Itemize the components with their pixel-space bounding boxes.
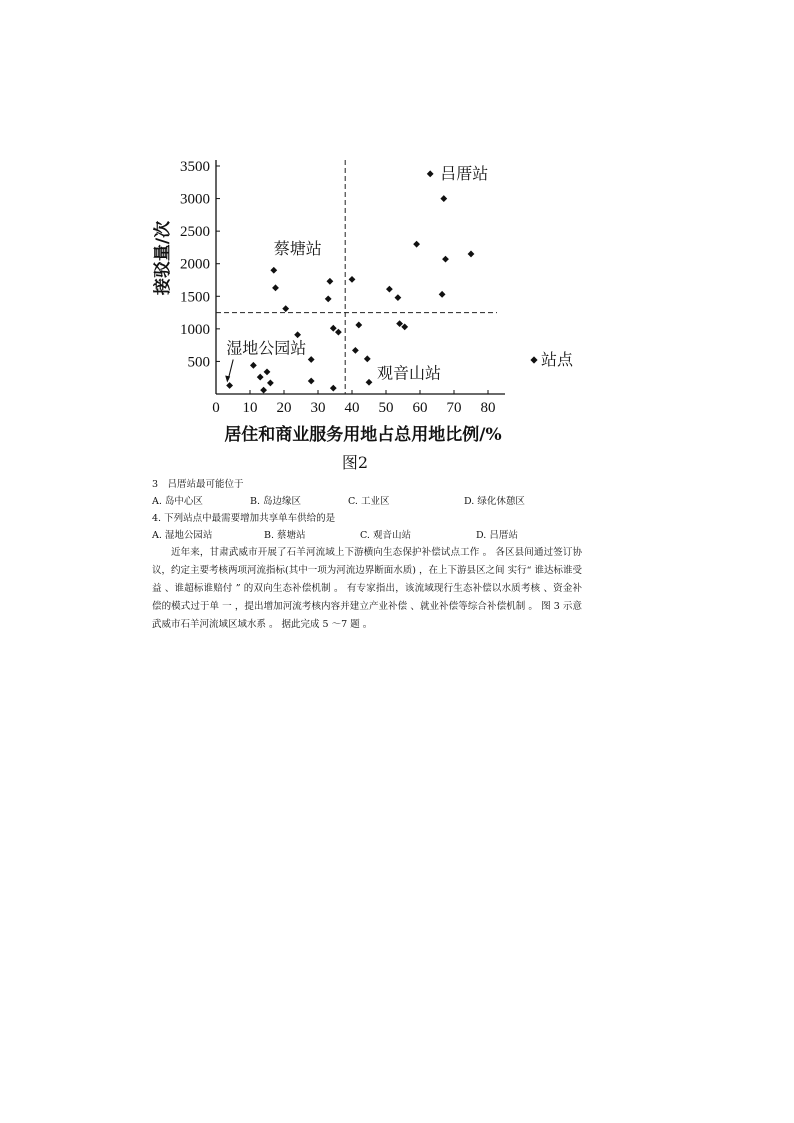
data-point <box>264 368 271 375</box>
data-point <box>468 251 475 258</box>
data-point <box>396 320 403 327</box>
x-axis-title: 居住和商业服务用地占总用地比例/% <box>224 425 502 445</box>
question-3-options <box>152 493 582 510</box>
data-point <box>226 382 233 389</box>
legend-symbol <box>530 356 537 363</box>
q4-option-d[interactable]: D. 吕厝站 <box>476 530 518 541</box>
data-point <box>282 305 289 312</box>
y-tick-label: 1500 <box>180 289 210 306</box>
x-tick-label: 0 <box>212 400 220 416</box>
x-tick-label: 80 <box>480 400 496 416</box>
data-point <box>413 241 420 248</box>
question-block <box>152 476 582 634</box>
data-point <box>330 385 337 392</box>
data-point <box>401 324 408 331</box>
y-axis-title: 接驳量/次 <box>153 220 173 296</box>
data-point <box>325 295 332 302</box>
data-point <box>308 378 315 385</box>
annotation-arrow-head <box>225 376 230 383</box>
data-point <box>364 355 371 362</box>
q3-option-d[interactable]: D. 绿化休憩区 <box>464 496 525 507</box>
data-point <box>395 294 402 301</box>
x-tick-label: 30 <box>310 400 326 416</box>
data-point <box>308 356 315 363</box>
data-point <box>257 374 264 381</box>
x-tick-label: 20 <box>276 400 292 416</box>
data-point <box>349 276 356 283</box>
passage-paragraph: 近年来，甘肃武威市开展了石羊河流域上下游横向生态保护补偿试点工作 。 各区县间通过签订协议，约定主要考核两项河流指标(其中一项为河流边界断面水质) ，在上下游县区之间 实行“ 谁达标谁受益 、谁超标谁赔付 ” 的双向生态补偿机制 。 有专家指出，该流域现行生态补偿以水质考核 、资金补偿的模式过于单 一 ，提出增加河流考核内容并建立产业补偿 、就业补偿等综合补偿机制 。 图 3 示意武威市石羊河流域区域水系 。 据此完成 5 ～7 题 。 <box>152 547 582 630</box>
q4-option-b[interactable]: B. 蔡塘站 <box>264 530 306 541</box>
data-point <box>267 380 274 387</box>
data-point <box>294 331 301 338</box>
data-point <box>440 195 447 202</box>
data-points <box>226 170 474 393</box>
y-tick-label: 2000 <box>180 256 210 273</box>
reference-lines <box>216 160 497 394</box>
data-point <box>442 256 449 263</box>
data-point <box>330 325 337 332</box>
station-labels <box>225 164 574 383</box>
question-3-stem: 3 吕厝站最可能位于 <box>152 479 244 490</box>
data-point <box>427 170 434 177</box>
q4-option-c[interactable]: C. 观音山站 <box>360 530 411 541</box>
data-point <box>250 362 257 369</box>
data-point <box>260 387 267 394</box>
q3-option-a[interactable]: A. 岛中心区 <box>152 496 203 507</box>
figure-caption: 图2 <box>341 453 369 472</box>
station-label: 观音山站 <box>377 363 442 383</box>
scatter-chart <box>150 150 610 480</box>
station-label: 吕厝站 <box>440 163 489 183</box>
legend-label: 站点 <box>541 350 574 369</box>
q3-option-c[interactable]: C. 工业区 <box>348 496 390 507</box>
x-tick-label: 50 <box>378 400 394 416</box>
y-tick-label: 3500 <box>180 159 210 175</box>
station-label: 蔡塘站 <box>273 239 322 259</box>
question-4-stem: 4. 下列站点中最需要增加共享单车供给的是 <box>152 513 336 524</box>
data-point <box>355 322 362 329</box>
data-point <box>272 284 279 291</box>
data-point <box>352 347 359 354</box>
y-tick-label: 1000 <box>180 321 210 338</box>
y-tick-label: 2500 <box>180 224 210 241</box>
data-point <box>386 286 393 293</box>
y-tick-label: 3000 <box>180 191 210 208</box>
station-label: 湿地公园站 <box>226 338 307 358</box>
data-point <box>327 278 334 285</box>
question-4-options <box>152 527 582 544</box>
q4-option-a[interactable]: A. 湿地公园站 <box>152 530 213 541</box>
scatter-figure <box>150 150 610 480</box>
data-point <box>366 379 373 386</box>
y-tick-label: 500 <box>187 354 210 371</box>
x-tick-label: 70 <box>446 400 462 416</box>
data-point <box>270 267 277 274</box>
x-tick-label: 10 <box>242 400 258 416</box>
data-point <box>335 329 342 336</box>
q3-option-b[interactable]: B. 岛边缘区 <box>250 496 302 507</box>
x-tick-label: 60 <box>412 400 428 416</box>
data-point <box>439 291 446 298</box>
x-tick-label: 40 <box>344 400 360 416</box>
